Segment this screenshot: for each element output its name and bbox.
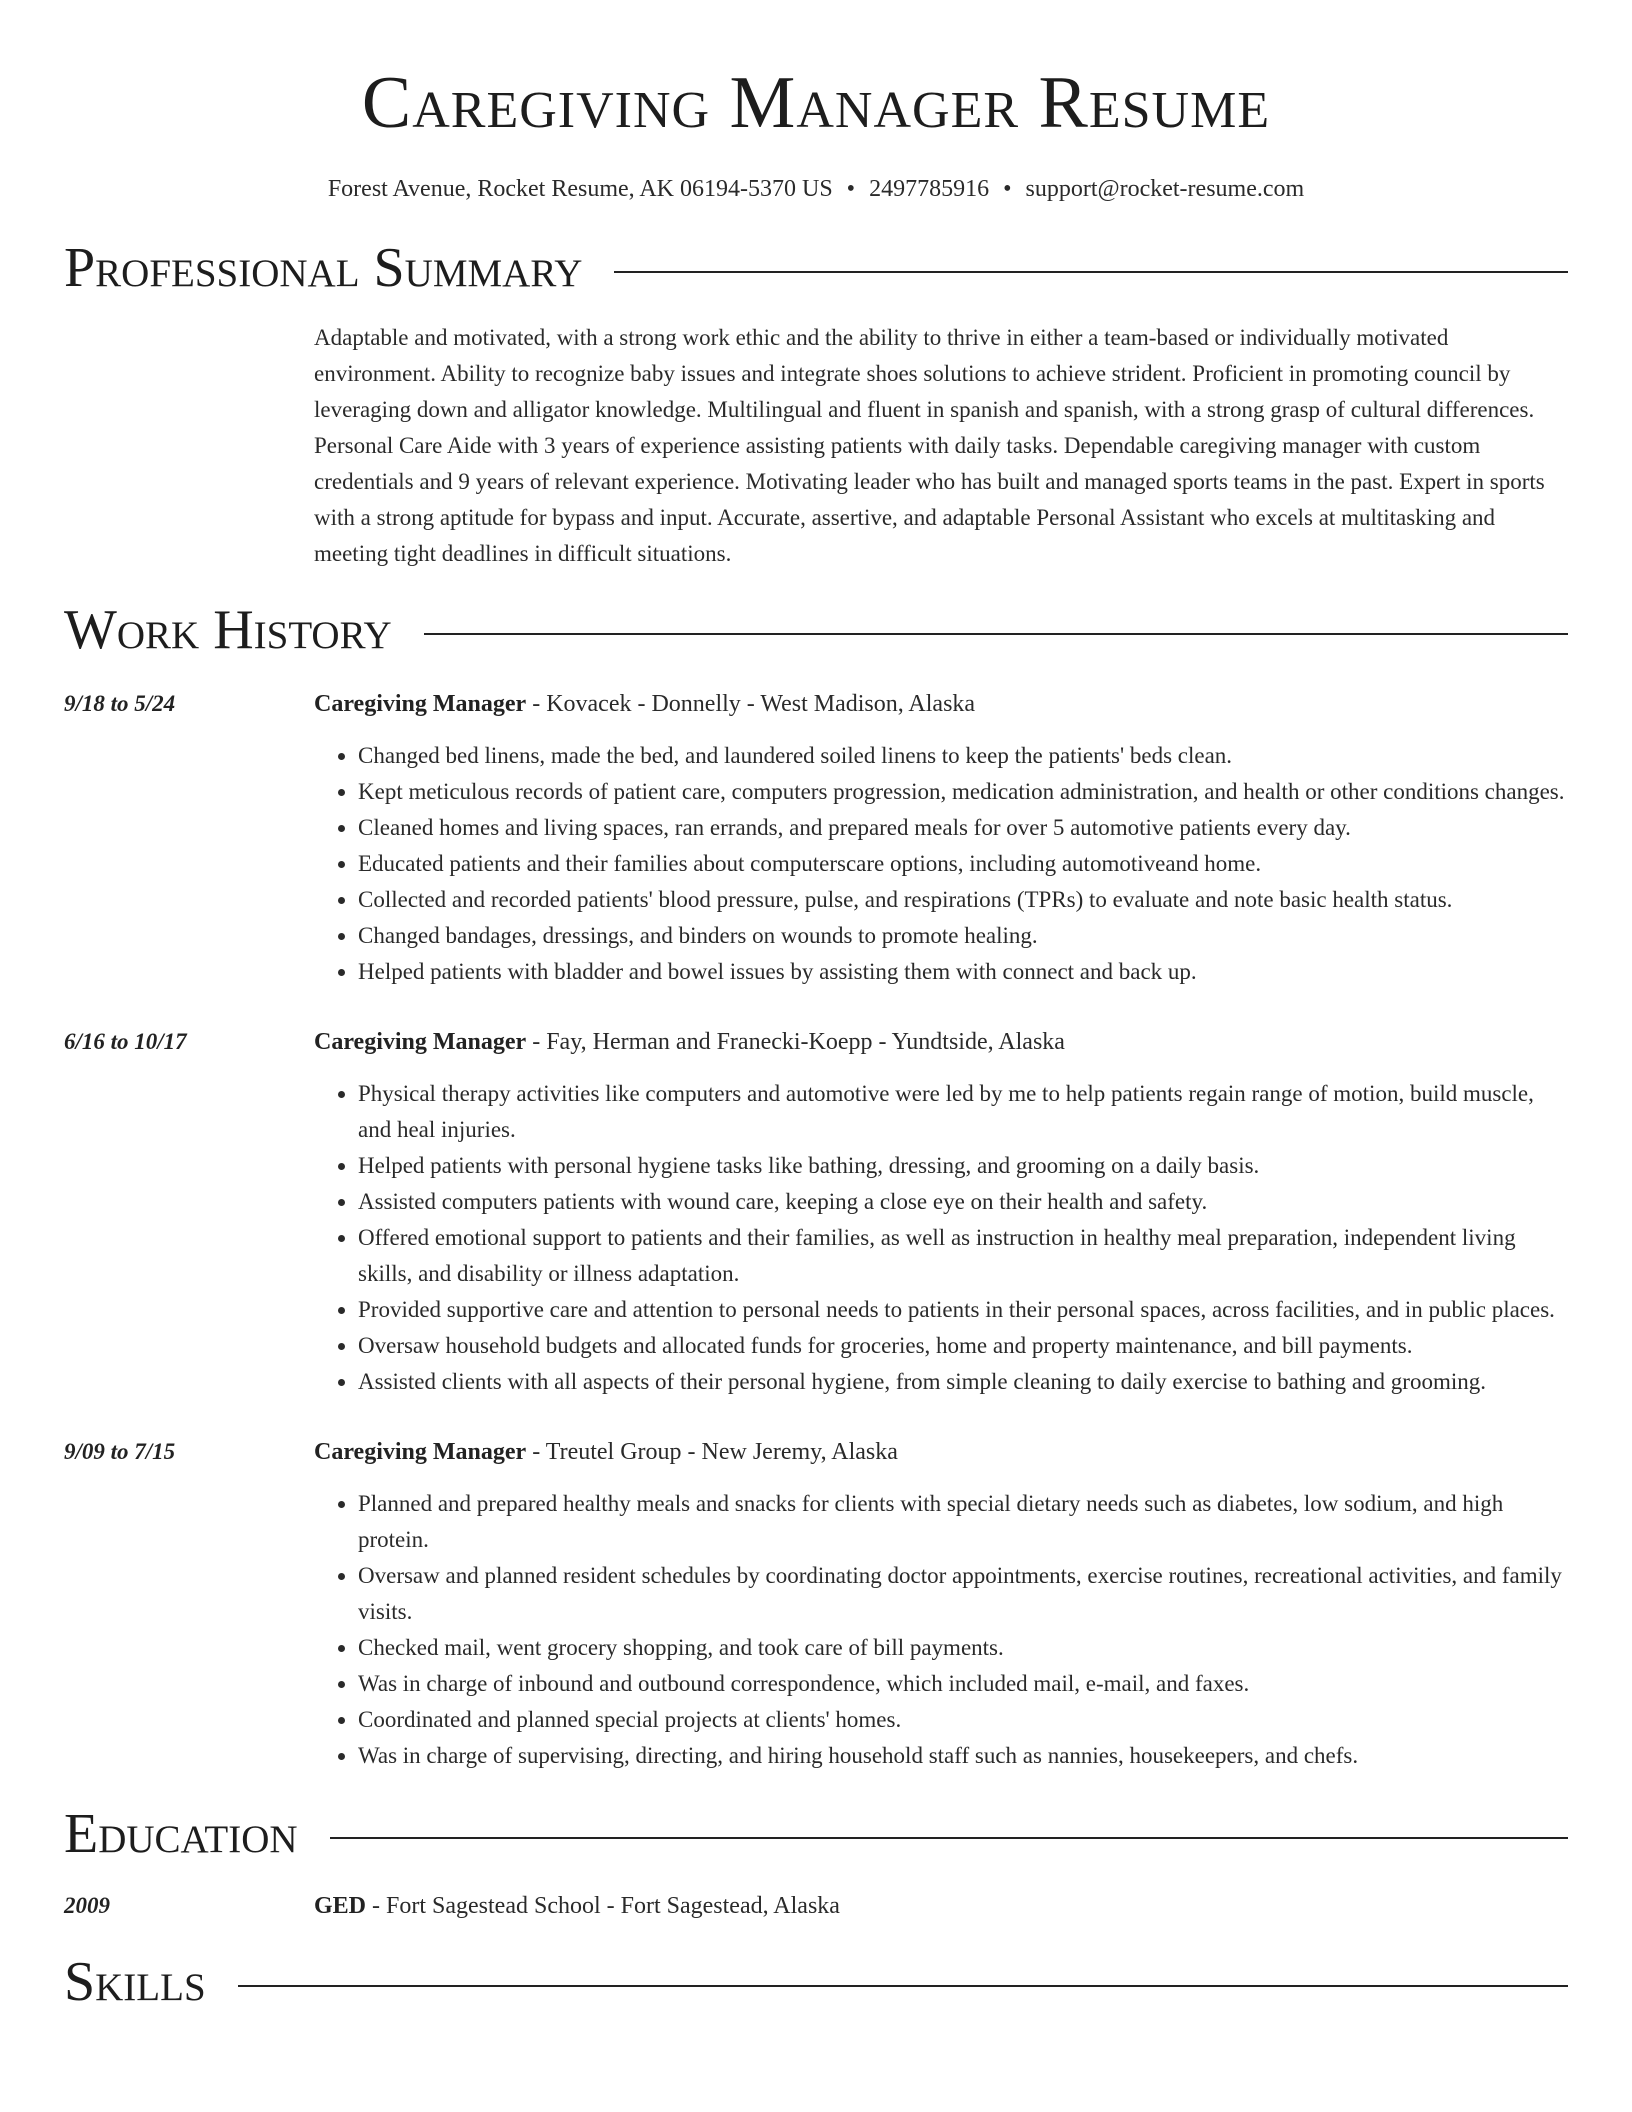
section-divider bbox=[424, 633, 1568, 635]
job-bullet: • Offered emotional support to patients and their families, as well as instruction in healthy meal preparation, independent living skills, and disability or illness adaptation. bbox=[358, 1220, 1568, 1292]
job-entry bbox=[64, 1024, 1568, 1400]
education-school-location: - Fort Sagestead School - Fort Sagestead, Alaska bbox=[366, 1893, 840, 1919]
job-bullet: • Coordinated and planned special projects at clients' homes. bbox=[358, 1702, 1568, 1738]
job-entry bbox=[64, 686, 1568, 990]
contact-line bbox=[64, 174, 1568, 204]
contact-phone: 2497785916 bbox=[869, 176, 990, 202]
job-bullet: • Changed bed linens, made the bed, and laundered soiled linens to keep the patients' beds clean. bbox=[358, 738, 1568, 774]
job-bullet: • Oversaw household budgets and allocated funds for groceries, home and property maintenance, and bill payments. bbox=[358, 1328, 1568, 1364]
job-bullet: • Assisted computers patients with wound care, keeping a close eye on their health and safety. bbox=[358, 1184, 1568, 1220]
resume-page bbox=[64, 0, 1568, 2012]
job-bullet: • Educated patients and their families about computerscare options, including automotiveand home. bbox=[358, 846, 1568, 882]
job-role: Caregiving Manager bbox=[314, 1029, 527, 1055]
education-entry bbox=[64, 1888, 1568, 1924]
contact-separator: • bbox=[846, 176, 856, 202]
job-bullet: • Assisted clients with all aspects of their personal hygiene, from simple cleaning to daily exercise to bathing and grooming. bbox=[358, 1364, 1568, 1400]
education-degree: GED bbox=[314, 1893, 367, 1919]
job-bullet: • Planned and prepared healthy meals and snacks for clients with special dietary needs such as diabetes, low sodium, and high protein. bbox=[358, 1486, 1568, 1558]
section-title-skills: Skills bbox=[64, 1951, 206, 2013]
section-header-work bbox=[64, 600, 1568, 660]
job-bullet: • Kept meticulous records of patient care, computers progression, medication administration, and health or other conditions changes. bbox=[358, 774, 1568, 810]
job-bullet: • Provided supportive care and attention to personal needs to patients in their personal spaces, across facilities, and in public places. bbox=[358, 1292, 1568, 1328]
job-bullet: • Cleaned homes and living spaces, ran errands, and prepared meals for over 5 automotive patients every day. bbox=[358, 810, 1568, 846]
job-employer-location: - Kovacek - Donnelly - West Madison, Alaska bbox=[526, 691, 976, 717]
job-heading bbox=[314, 1024, 1568, 1060]
summary-text: Adaptable and motivated, with a strong work ethic and the ability to thrive in either a team-based or individually motivated environment. Ability to recognize baby issues and integrate shoes solutions to achieve strident. Proficient in promoting council by leveraging down and alligator knowledge. Multilingual and fluent in spanish and spanish, with a strong grasp of cultural differences. Personal Care Aide with 3 years of experience assisting patients with daily tasks. Dependable caregiving manager with custom credentials and 9 years of relevant experience. Motivating leader who has built and managed sports teams in the past. Expert in sports with a strong aptitude for bypass and input. Accurate, assertive, and adaptable Personal Assistant who excels at multitasking and meeting tight deadlines in difficult situations. bbox=[314, 325, 1545, 566]
section-header-skills bbox=[64, 1952, 1568, 2012]
job-bullet-list bbox=[314, 1486, 1568, 1774]
section-title-summary: Professional Summary bbox=[64, 237, 583, 299]
job-bullet: • Helped patients with personal hygiene tasks like bathing, dressing, and grooming on a daily basis. bbox=[358, 1148, 1568, 1184]
job-entry bbox=[64, 1434, 1568, 1774]
contact-separator: • bbox=[1003, 176, 1012, 202]
job-bullet: • Was in charge of supervising, directing, and hiring household staff such as nannies, housekeepers, and chefs. bbox=[358, 1738, 1568, 1774]
contact-email: support@rocket-resume.com bbox=[1025, 176, 1305, 202]
section-title-education: Education bbox=[64, 1803, 298, 1865]
section-divider bbox=[614, 271, 1568, 273]
contact-address: Forest Avenue, Rocket Resume, AK 06194-5370 US bbox=[327, 176, 833, 202]
job-bullet: • Checked mail, went grocery shopping, and took care of bill payments. bbox=[358, 1630, 1568, 1666]
resume-title: Caregiving Manager Resume bbox=[361, 62, 1271, 144]
section-divider bbox=[238, 1985, 1568, 1987]
job-bullet: • Collected and recorded patients' blood pressure, pulse, and respirations (TPRs) to evaluate and note basic health status. bbox=[358, 882, 1568, 918]
job-role: Caregiving Manager bbox=[314, 691, 527, 717]
job-dates: 6/16 to 10/17 bbox=[64, 1029, 187, 1054]
section-title-work: Work History bbox=[64, 599, 392, 661]
job-bullet-list bbox=[314, 1076, 1568, 1400]
education-heading bbox=[314, 1888, 1568, 1924]
job-role: Caregiving Manager bbox=[314, 1439, 527, 1465]
job-bullet-list bbox=[314, 738, 1568, 990]
job-bullet: • Oversaw and planned resident schedules by coordinating doctor appointments, exercise routines, recreational activities, and family visits. bbox=[358, 1558, 1568, 1630]
job-bullet: • Changed bandages, dressings, and binders on wounds to promote healing. bbox=[358, 918, 1568, 954]
job-bullet: • Helped patients with bladder and bowel issues by assisting them with connect and back up. bbox=[358, 954, 1568, 990]
work-history-list bbox=[64, 686, 1568, 1774]
job-heading bbox=[314, 686, 1568, 722]
section-divider bbox=[330, 1837, 1568, 1839]
job-employer-location: - Treutel Group - New Jeremy, Alaska bbox=[526, 1439, 898, 1465]
job-bullet: • Physical therapy activities like computers and automotive were led by me to help patients regain range of motion, build muscle, and heal injuries. bbox=[358, 1076, 1568, 1148]
job-dates: 9/09 to 7/15 bbox=[64, 1439, 176, 1464]
education-year: 2009 bbox=[64, 1893, 110, 1918]
job-employer-location: - Fay, Herman and Franecki-Koepp - Yundtside, Alaska bbox=[526, 1029, 1065, 1055]
job-bullet: • Was in charge of inbound and outbound correspondence, which included mail, e-mail, and faxes. bbox=[358, 1666, 1568, 1702]
job-heading bbox=[314, 1434, 1568, 1470]
section-header-summary bbox=[64, 238, 1568, 298]
section-header-education bbox=[64, 1804, 1568, 1864]
job-dates: 9/18 to 5/24 bbox=[64, 691, 176, 716]
